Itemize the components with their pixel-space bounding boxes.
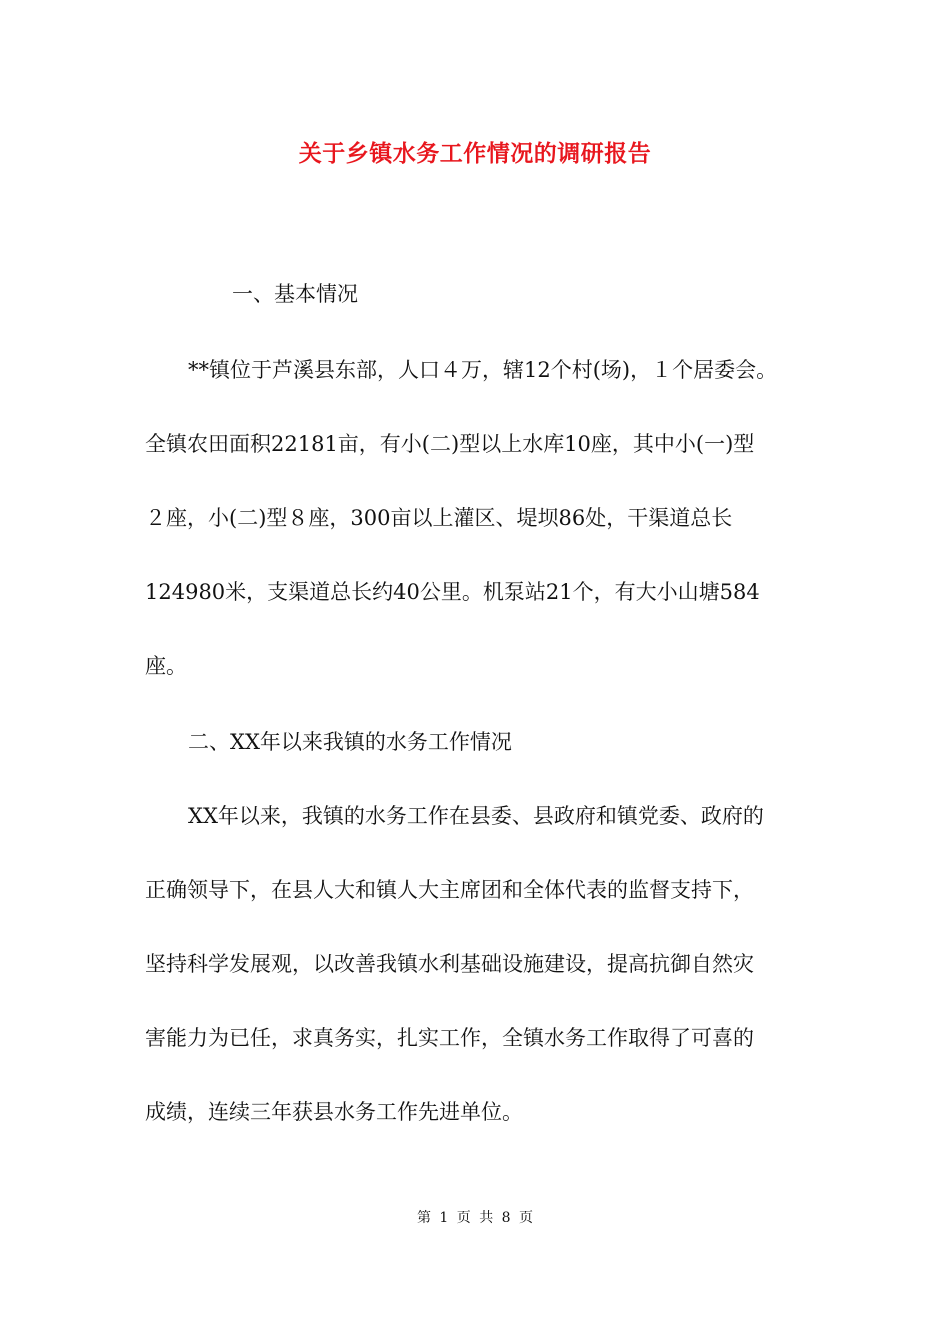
section-heading-1: 一、基本情况 (232, 282, 358, 306)
page-number-footer: 第 1 页 共 8 页 (416, 1210, 534, 1226)
paragraph-line: 124980米，支渠道总长约40公里。机泵站21个，有大小山塘584 (145, 580, 760, 604)
paragraph-line: XX年以来，我镇的水务工作在县委、县政府和镇党委、政府的 (188, 804, 764, 828)
section-heading-2: 二、XX年以来我镇的水务工作情况 (188, 730, 512, 754)
paragraph-line: 成绩，连续三年获县水务工作先进单位。 (145, 1100, 523, 1124)
paragraph-line: 正确领导下，在县人大和镇人大主席团和全体代表的监督支持下， (145, 878, 754, 902)
paragraph-line: 坚持科学发展观，以改善我镇水利基础设施建设，提高抗御自然灾 (145, 952, 754, 976)
paragraph-line: **镇位于芦溪县东部，人口４万，辖12个村(场)，１个居委会。 (188, 358, 778, 382)
document-title: 关于乡镇水务工作情况的调研报告 (298, 140, 652, 167)
paragraph-line: 座。 (145, 654, 187, 678)
paragraph-line: 害能力为已任，求真务实，扎实工作，全镇水务工作取得了可喜的 (145, 1026, 754, 1050)
paragraph-line: 全镇农田面积22181亩，有小(二)型以上水库10座，其中小(一)型 (145, 432, 755, 456)
paragraph-line: ２座，小(二)型８座，300亩以上灌区、堤坝86处，干渠道总长 (145, 506, 733, 530)
